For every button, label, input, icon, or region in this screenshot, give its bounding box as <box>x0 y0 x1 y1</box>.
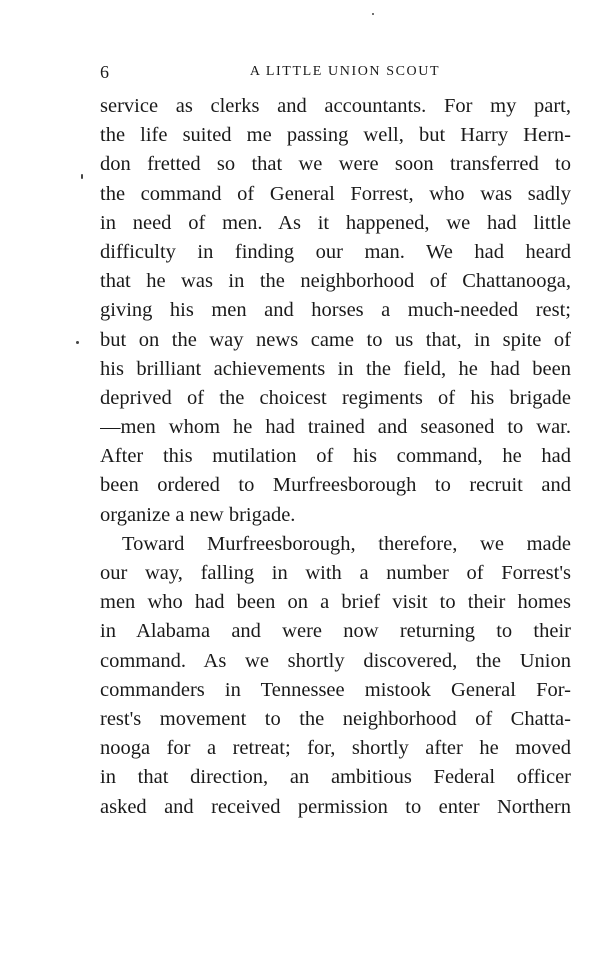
page-number: 6 <box>100 62 109 82</box>
text-line: difficulty in finding our man. We had heard <box>100 240 571 263</box>
text-line: that he was in the neighborhood of Chattanooga, <box>100 270 571 293</box>
text-line: the command of General Forrest, who was sadly <box>100 182 571 205</box>
body-text <box>100 92 571 822</box>
text-line: in that direction, an ambitious Federal officer <box>100 766 571 789</box>
text-line: giving his men and horses a much-needed rest; <box>100 299 571 322</box>
running-head: A LITTLE UNION SCOUT <box>249 64 441 79</box>
text-line: asked and received permission to enter Northern <box>100 795 571 818</box>
scan-speck <box>76 341 79 344</box>
text-line: been ordered to Murfreesborough to recruit and <box>100 474 571 497</box>
scan-speck <box>81 174 83 179</box>
page-header <box>100 62 572 84</box>
text-line: rest's movement to the neighborhood of Chatta- <box>100 707 571 730</box>
text-line: organize a new brigade. <box>100 503 296 526</box>
text-line: his brilliant achievements in the field, he had been <box>100 357 571 380</box>
text-line: nooga for a retreat; for, shortly after he moved <box>100 737 571 760</box>
text-line: —men whom he had trained and seasoned to war. <box>100 416 571 439</box>
text-line: in need of men. As it happened, we had little <box>100 211 571 234</box>
text-line: the life suited me passing well, but Harry Hern- <box>100 124 571 147</box>
text-line: commanders in Tennessee mistook General For- <box>100 678 571 701</box>
text-line: service as clerks and accountants. For my part, <box>100 95 571 117</box>
text-line: our way, falling in with a number of Forrest's <box>100 562 571 584</box>
text-line: don fretted so that we were soon transferred to <box>100 153 571 176</box>
text-line: deprived of the choicest regiments of his brigade <box>100 386 571 409</box>
text-line: in Alabama and were now returning to their <box>100 620 571 643</box>
text-line: men who had been on a brief visit to their homes <box>100 591 571 614</box>
text-line: but on the way news came to us that, in spite of <box>100 328 571 351</box>
text-line: command. As we shortly discovered, the Union <box>100 649 571 672</box>
scan-speck <box>372 13 374 15</box>
text-line: After this mutilation of his command, he had <box>100 445 571 468</box>
text-line: Toward Murfreesborough, therefore, we made <box>122 532 571 555</box>
